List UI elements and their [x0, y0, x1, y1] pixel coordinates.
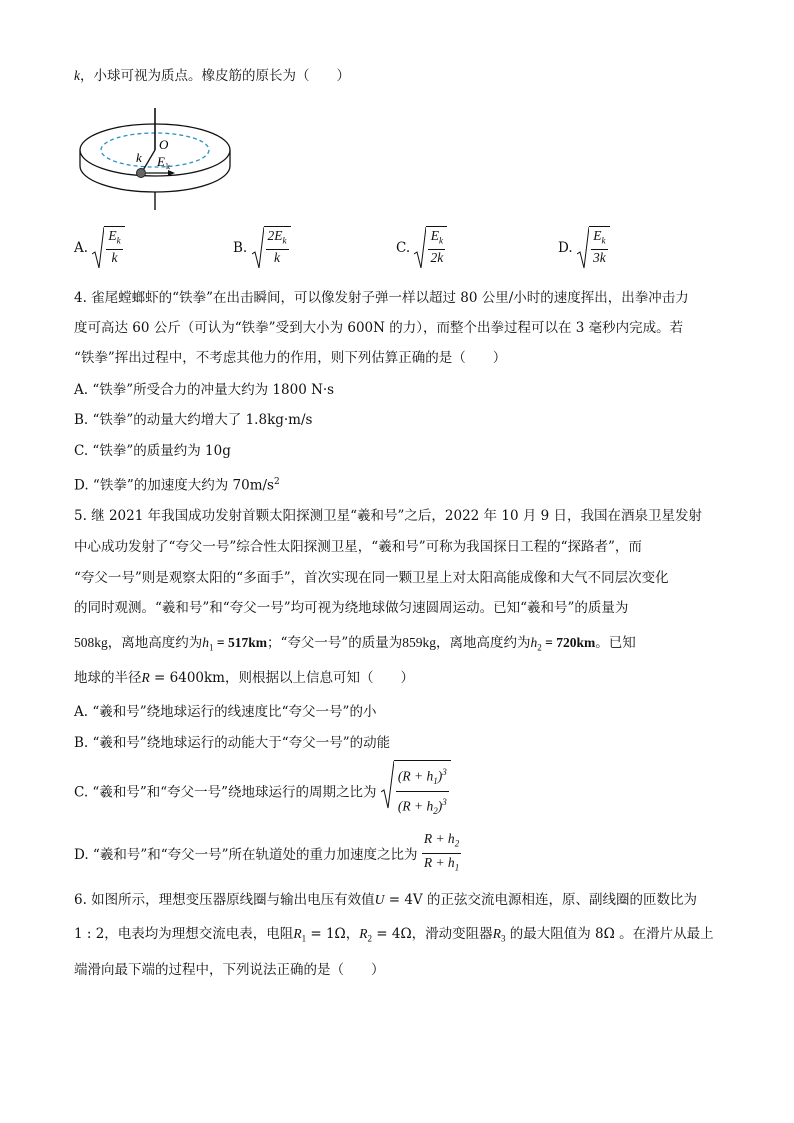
q5-line6-b: = 6400km，则根据以上信息可知（ ）	[149, 670, 414, 686]
q4-line-2: 度可高达 60 公斤（可认为“铁拳”受到大小为 600N 的力），而整个出拳过程可以在 3 毫秒内完成。若	[74, 320, 684, 336]
h1-symbol: h	[202, 635, 209, 650]
q6-line2-c: = 4Ω，滑动变阻器	[372, 926, 493, 942]
fraction	[422, 830, 461, 876]
q3-intro-var: k	[74, 68, 80, 83]
frac-den: 3k	[592, 249, 606, 265]
frac-den-close: )	[437, 798, 443, 814]
q5-line-2: 中心成功发射了“夸父一号”综合性太阳探测卫星，“羲和号”可称为我国探日工程的“探路者”，而	[74, 539, 642, 555]
h2-value: = 720km	[541, 635, 596, 650]
q4-option-d-exp: 2	[273, 477, 280, 487]
h2-symbol: h	[530, 635, 538, 650]
q4-line-1: 4. 雀尾螳螂虾的“铁拳”在出击瞬间，可以像发射子弹一样以超过 80 公里/小时的速度挥出，出拳冲击力	[74, 290, 689, 306]
q5-option-d-text: D. “羲和号”和“夸父一号”所在轨道处的重力加速度之比为	[74, 847, 418, 864]
r2-symbol: R	[359, 926, 368, 941]
r3-sub: 3	[500, 933, 506, 944]
h1-value: = 517km	[213, 635, 267, 650]
q5-line-3: “夸父一号”则是观察太阳的“多面手”，首次实现在同一颗卫星上对太阳高能成像和大气不同层次变化	[74, 570, 669, 586]
option-label: B.	[233, 240, 248, 256]
frac-num-sub: k	[438, 235, 443, 246]
q4-option-d	[74, 472, 280, 496]
q5-line6-a: 地球的半径	[74, 670, 142, 686]
frac-num: E	[108, 228, 117, 243]
q4-option-a: A. “铁拳”所受合力的冲量大约为 1800 N·s	[74, 382, 335, 398]
option-label: D.	[558, 240, 573, 256]
q5-line-4: 的同时观测。“羲和号”和“夸父一号”均可视为绕地球做匀速圆周运动。已知“羲和号”的质量为	[74, 600, 629, 616]
frac-num: R + h	[423, 831, 455, 846]
q4-option-d-text: D. “铁拳”的加速度大约为 70m/s	[74, 477, 274, 494]
sqrt	[252, 226, 291, 270]
q5-line5-e: ，离地高度约为	[436, 635, 531, 651]
option-label: A.	[74, 240, 89, 256]
frac-den: 2k	[430, 249, 444, 265]
q3-figure	[74, 104, 244, 214]
disc-diagram	[74, 104, 244, 214]
q6-line-3: 端滑向最下端的过程中，下列说法正确的是（ ）	[74, 962, 385, 978]
h2-sub: 2	[537, 642, 542, 653]
q5-option-c-text: C. “羲和号”和“夸父一号”绕地球运行的周期之比为	[74, 784, 377, 801]
sqrt	[92, 226, 124, 270]
frac-num-sub: 1	[433, 776, 438, 787]
q5-line-5	[74, 633, 636, 658]
q5-line5-c: ；“夸父一号”的质量为	[266, 635, 403, 651]
r1-sub: 1	[301, 933, 307, 944]
q3-option-a	[74, 226, 125, 270]
q6-line2-d: 的最大阻值为 8Ω 。在滑片从最上	[505, 926, 714, 942]
q5-line-6	[74, 668, 414, 688]
r2-sub: 2	[367, 933, 372, 944]
q6-line2-b: = 1Ω，	[306, 926, 360, 942]
mass-kuafu: 859kg	[402, 635, 437, 650]
frac-num: E	[430, 228, 439, 243]
q5-line-1: 5. 继 2021 年我国成功发射首颗太阳探测卫星“羲和号”之后，2022 年 10 月 9 日，我国在酒泉卫星发射	[74, 508, 702, 524]
label-ek-sub: k	[166, 162, 170, 171]
q6-line-1	[74, 890, 697, 910]
q3-intro-text: ，小球可视为质点。橡皮筋的原长为（ ）	[80, 68, 350, 84]
q5-line5-f: 。已知	[595, 635, 636, 651]
q5-line5-b: ，离地高度约为	[107, 635, 203, 651]
q3-intro	[74, 66, 350, 86]
radius-symbol: R	[141, 670, 150, 685]
voltage-symbol: U	[374, 892, 385, 907]
frac-num-sub: k	[116, 235, 121, 246]
q5-option-a: A. “羲和号”绕地球运行的线速度比“夸父一号”的小	[74, 704, 377, 720]
option-label: C.	[396, 240, 411, 256]
frac-num-sub: k	[601, 235, 606, 246]
r3-symbol: R	[492, 926, 501, 941]
q5-option-d	[74, 830, 461, 876]
q4-option-b: B. “铁拳”的动量大约增大了 1.8kg·m/s	[74, 412, 313, 428]
q4-line-3: “铁拳”挥出过程中，不考虑其他力的作用，则下列估算正确的是（ ）	[74, 350, 507, 366]
q3-option-d	[558, 226, 610, 270]
label-k: k	[136, 150, 142, 165]
h1-sub: 1	[209, 642, 214, 653]
mass-xihe: 508kg	[74, 635, 108, 650]
frac-num-sub: 2	[454, 838, 460, 849]
label-ek: E	[157, 154, 165, 169]
sqrt	[577, 226, 610, 270]
frac-num: 2E	[267, 228, 283, 243]
q3-option-c	[396, 226, 447, 270]
q3-option-b	[233, 226, 291, 270]
frac-den: R + h	[423, 854, 455, 870]
frac-den: (R + h	[397, 798, 434, 814]
q6-line1-a: 6. 如图所示，理想变压器原线圈与输出电压有效值	[74, 892, 375, 908]
frac-num: E	[593, 228, 602, 243]
q5-option-c	[74, 760, 451, 821]
sqrt	[381, 760, 451, 821]
frac-num-sub: k	[282, 235, 287, 246]
frac-num: (R + h	[397, 768, 434, 784]
frac-den-sub: 1	[454, 862, 460, 873]
frac-den: k	[111, 249, 118, 265]
sqrt	[414, 226, 447, 270]
frac-den-exp: 3	[442, 797, 447, 808]
q6-line2-a: 1 : 2，电表均为理想交流电表，电阻	[74, 926, 294, 942]
frac-den: k	[274, 249, 281, 265]
q6-line1-b: = 4V 的正弦交流电源相连，原、副线圈的匝数比为	[384, 892, 697, 908]
q6-line-2	[74, 924, 714, 949]
r1-symbol: R	[293, 926, 302, 941]
q5-option-b: B. “羲和号”绕地球运行的动能大于“夸父一号”的动能	[74, 735, 391, 751]
label-o: O	[159, 137, 169, 152]
q4-option-c: C. “铁拳”的质量约为 10g	[74, 443, 231, 459]
frac-den-sub: 2	[433, 806, 438, 817]
frac-num-exp: 3	[442, 767, 447, 777]
frac-num-close: )	[437, 768, 443, 784]
